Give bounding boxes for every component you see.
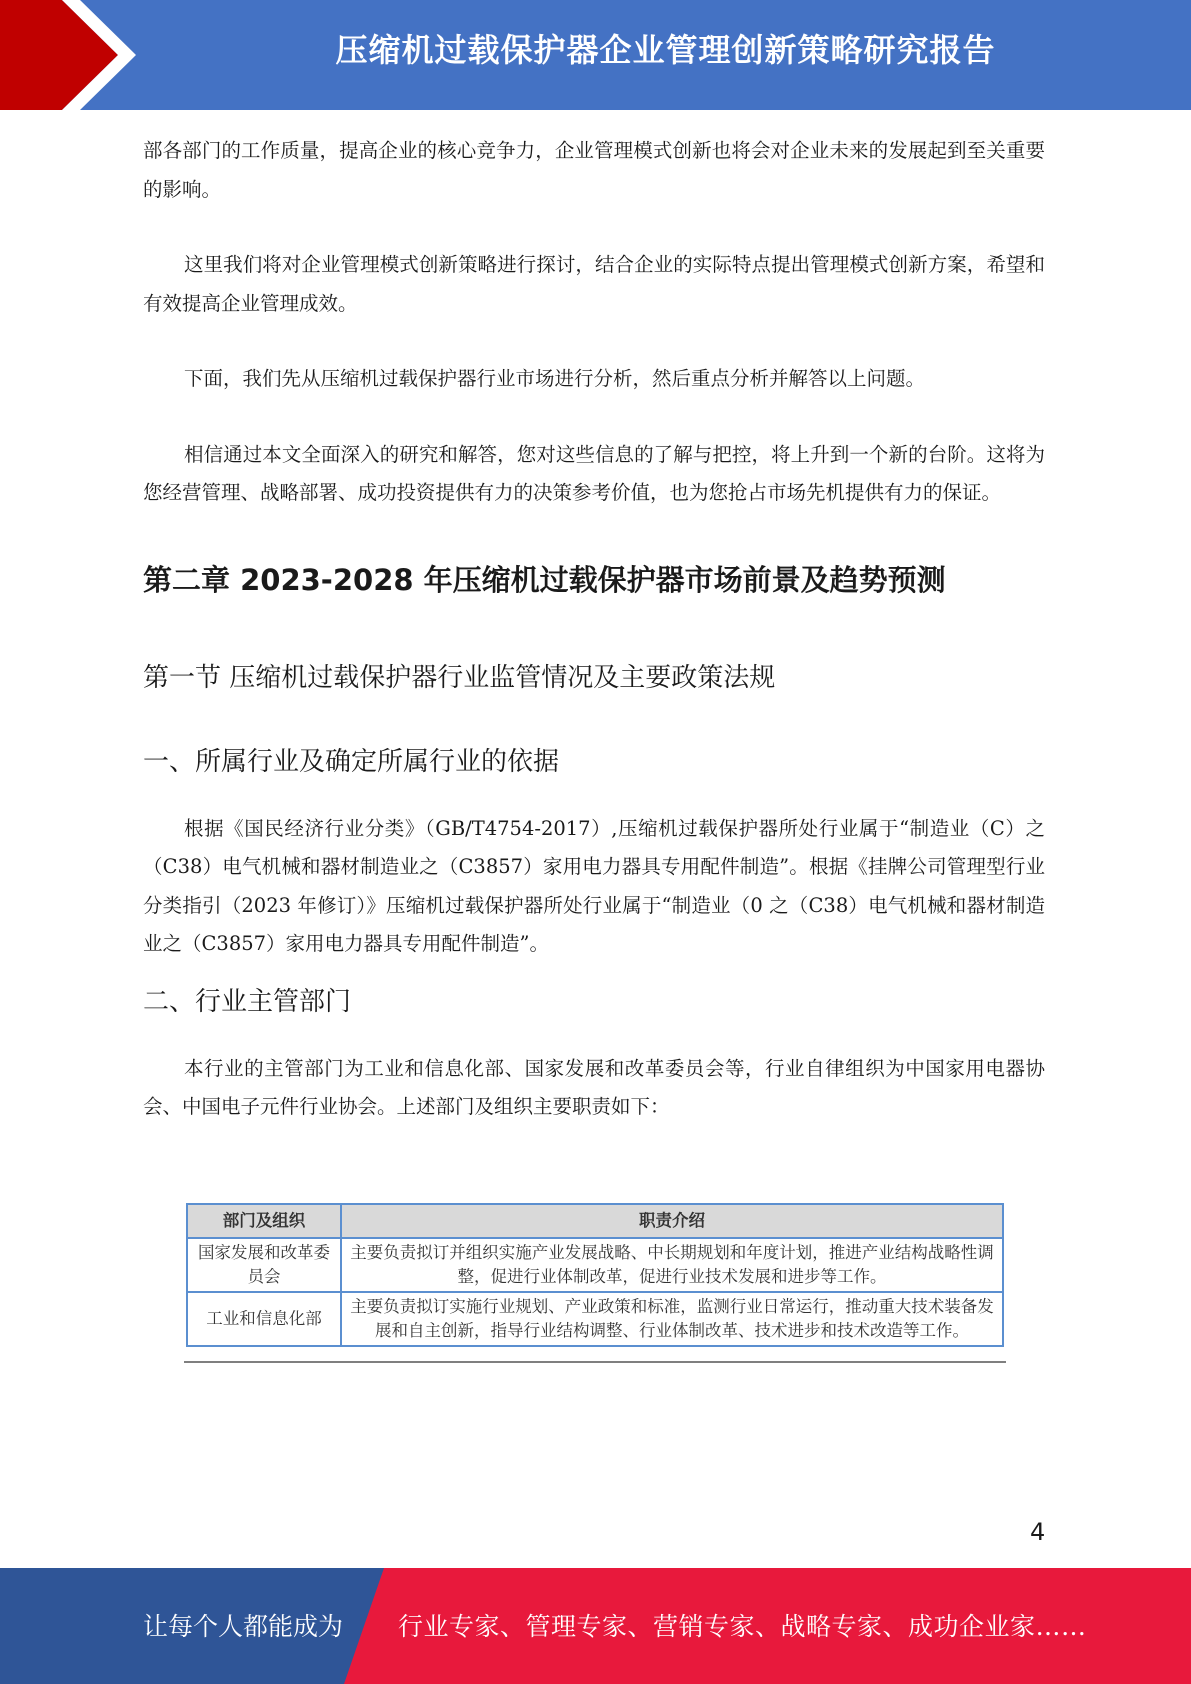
- footer-slogan-right: 行业专家、管理专家、营销专家、战略专家、成功企业家……: [398, 1612, 1087, 1641]
- report-title: 压缩机过载保护器企业管理创新策略研究报告: [335, 31, 996, 69]
- paragraph: 根据《国民经济行业分类》（GB/T4754-2017）,压缩机过载保护器所处行业属于“制造业（C）之（C38）电气机械和器材制造业之（C3857）家用电力器具专用配件制造”。根据《挂牌公司管理型行业分类指引（2023 年修订）》压缩机过载保护器所处行业属于“制造业（0 之（C38）电气机械和器材制造业之（C3857）家用电力器具专用配件制造”。: [143, 816, 1045, 955]
- paragraph: 部各部门的工作质量，提高企业的核心竞争力，企业管理模式创新也将会对企业未来的发展起到至关重要的影响。: [143, 139, 1045, 201]
- paragraph: 相信通过本文全面深入的研究和解答，您对这些信息的了解与把控，将上升到一个新的台阶。这将为您经营管理、战略部署、成功投资提供有力的决策参考价值，也为您抢占市场先机提供有力的保证。: [143, 442, 1045, 504]
- table-header-row: [187, 1204, 1003, 1238]
- table-cell-duty: 主要负责拟订实施行业规划、产业政策和标准，监测行业日常运行，推动重大技术装备发展和自主创新，指导行业结构调整、行业体制改革、技术进步和技术改造等工作。: [341, 1292, 1003, 1346]
- footer-slogan-left: 让每个人都能成为: [143, 1612, 344, 1641]
- page-footer: [0, 1568, 1191, 1684]
- chapter-heading: 第二章 2023-2028 年压缩机过载保护器市场前景及趋势预测: [143, 562, 946, 597]
- table-header-cell: 职责介绍: [341, 1204, 1003, 1238]
- table-cell-org: 国家发展和改革委员会: [187, 1238, 341, 1292]
- table-header-cell: 部门及组织: [187, 1204, 341, 1238]
- table-cell-org: 工业和信息化部: [187, 1292, 341, 1346]
- table-bottom-rule: [184, 1361, 1006, 1363]
- subsection-heading: 一、所属行业及确定所属行业的依据: [143, 746, 560, 777]
- section-heading: 第一节 压缩机过载保护器行业监管情况及主要政策法规: [143, 662, 776, 693]
- paragraph: 下面，我们先从压缩机过载保护器行业市场进行分析，然后重点分析并解答以上问题。: [184, 367, 926, 390]
- table-row: [187, 1292, 1003, 1346]
- page-body: [143, 132, 1045, 1127]
- subsection-heading: 二、行业主管部门: [143, 986, 352, 1017]
- header-red-chevron: [0, 0, 140, 110]
- table-row: [187, 1238, 1003, 1292]
- page-header: [0, 0, 1191, 110]
- table-cell-duty: 主要负责拟订并组织实施产业发展战略、中长期规划和年度计划，推进产业结构战略性调整，促进行业体制改革，促进行业技术发展和进步等工作。: [341, 1238, 1003, 1292]
- paragraph: 本行业的主管部门为工业和信息化部、国家发展和改革委员会等，行业自律组织为中国家用电器协会、中国电子元件行业协会。上述部门及组织主要职责如下：: [143, 1056, 1045, 1118]
- paragraph: 这里我们将对企业管理模式创新策略进行探讨，结合企业的实际特点提出管理模式创新方案，希望和有效提高企业管理成效。: [143, 253, 1045, 315]
- page-number: 4: [1030, 1518, 1046, 1546]
- responsibility-table: [186, 1203, 1004, 1347]
